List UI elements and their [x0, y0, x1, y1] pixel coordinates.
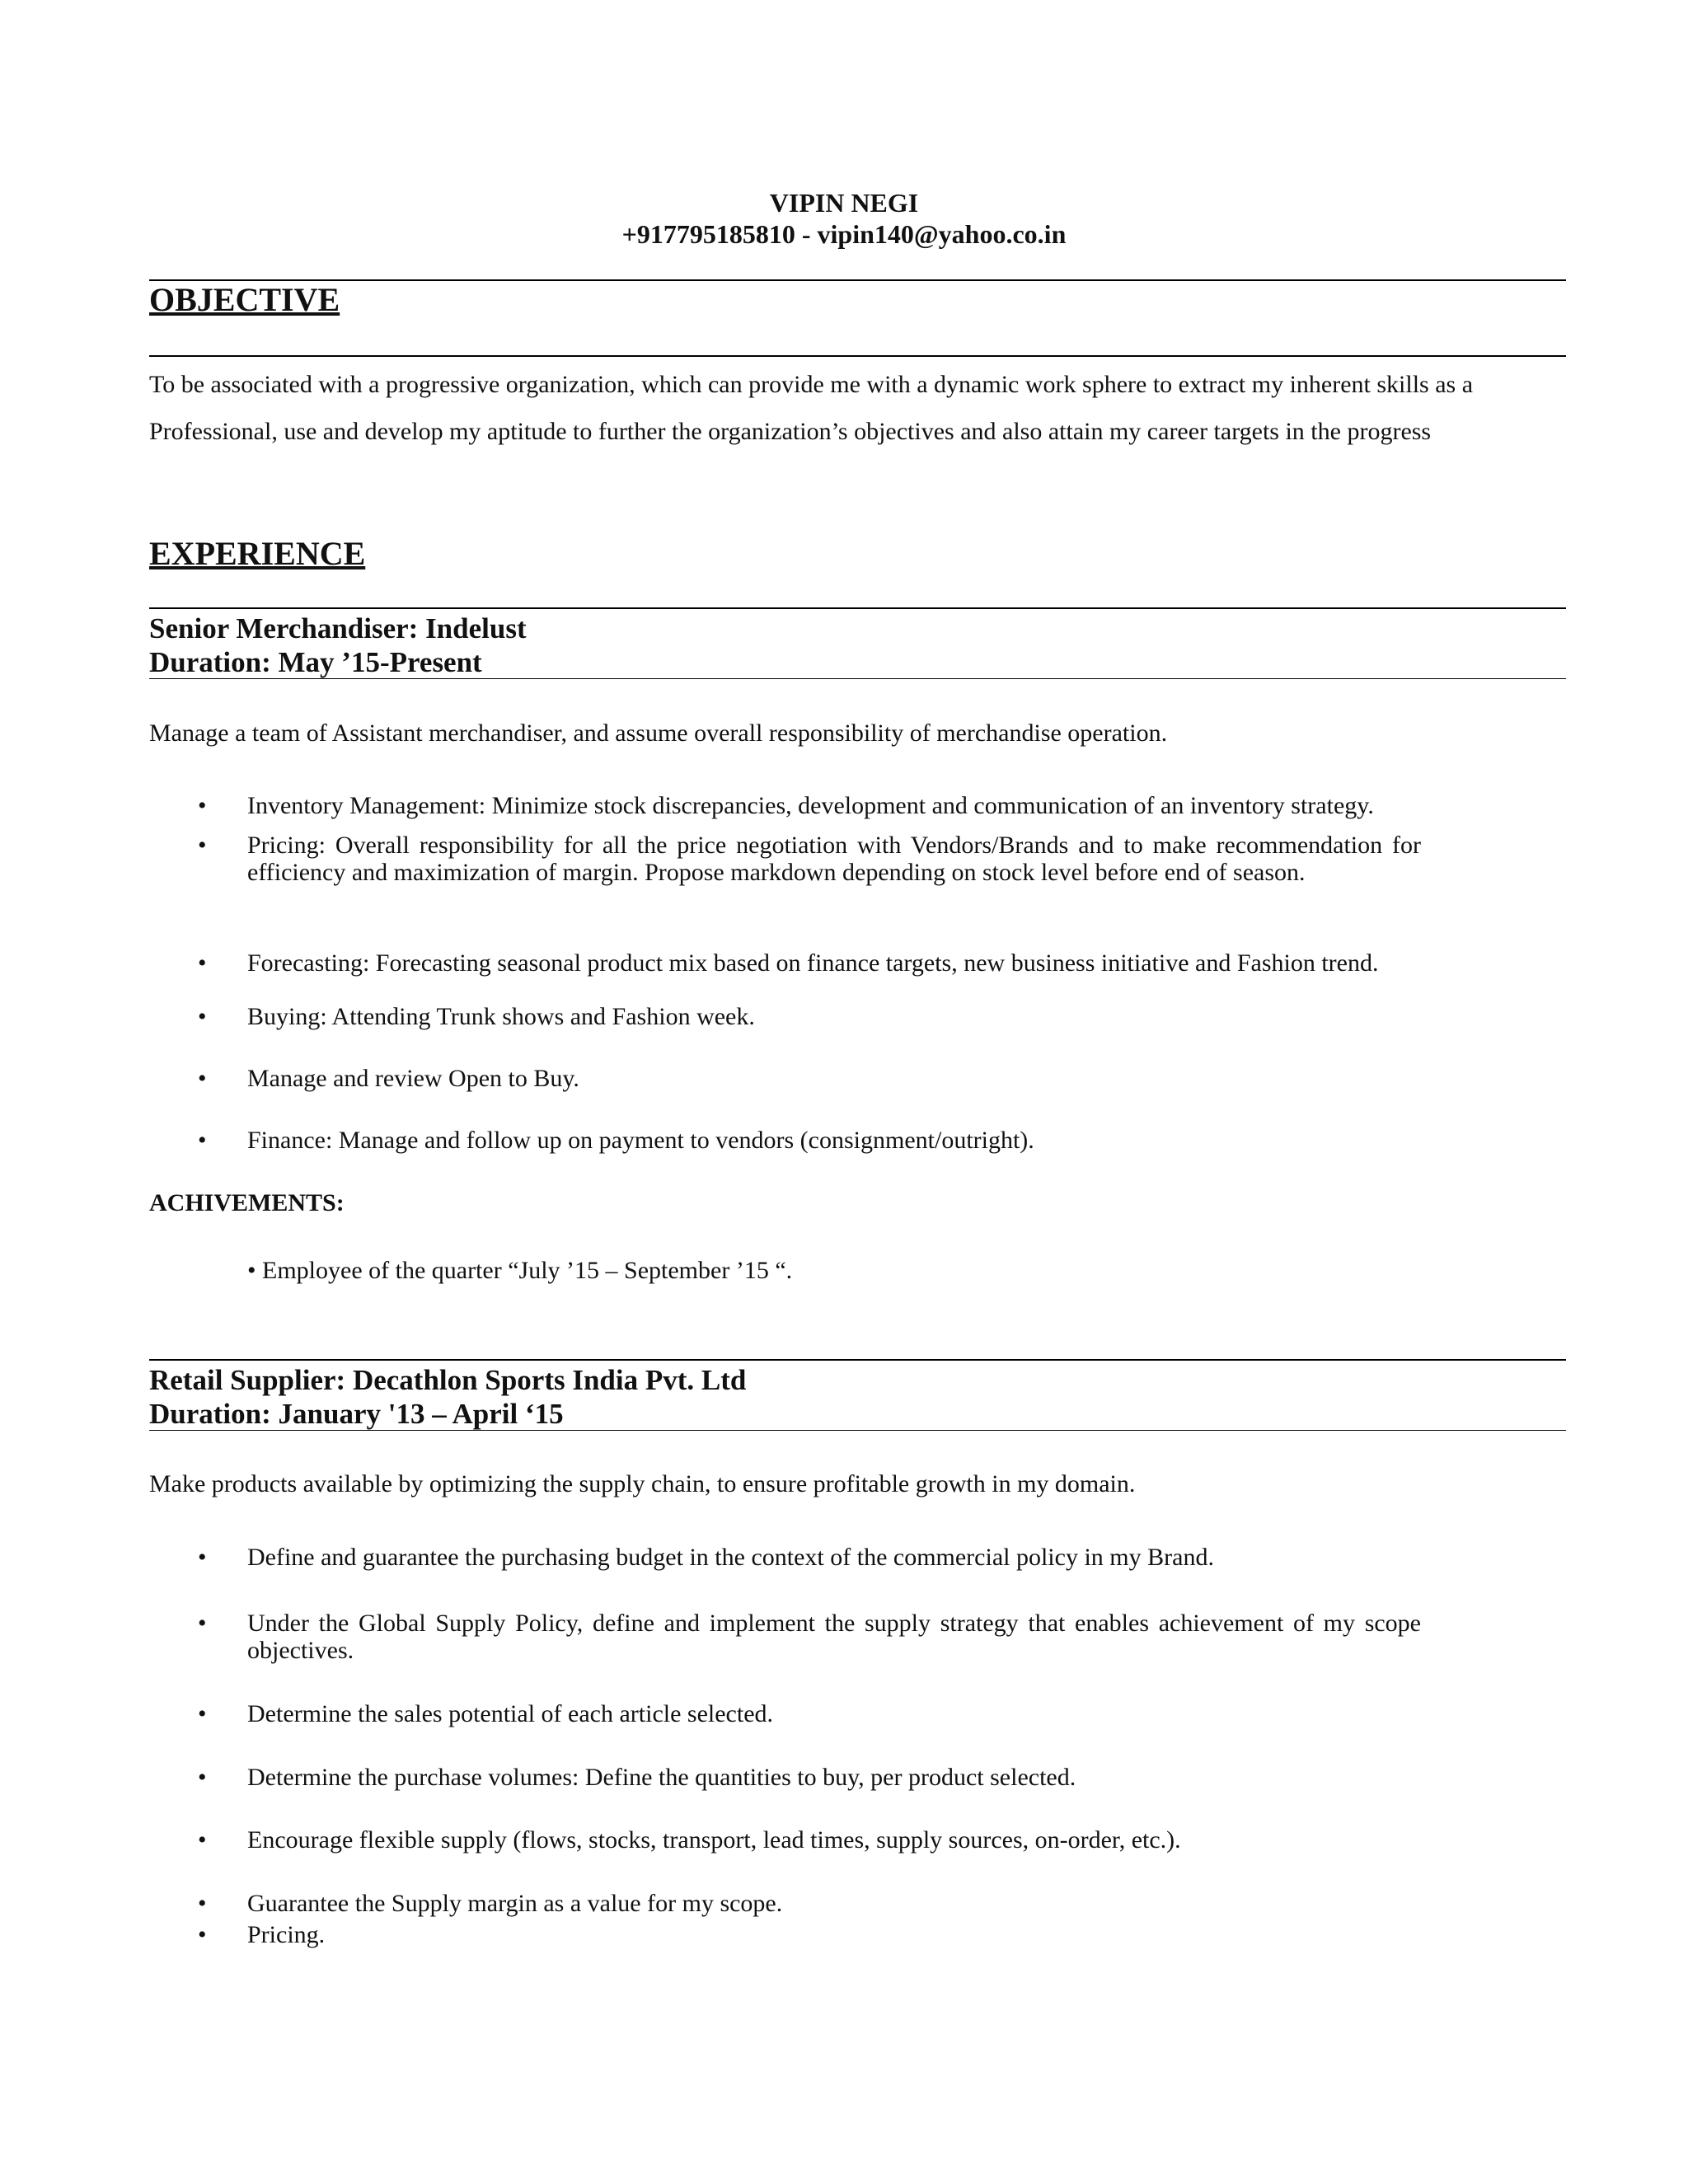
job-summary: Manage a team of Assistant merchandiser, and assume overall responsibility of merchandise operation. — [149, 719, 1168, 747]
list-item: Inventory Management: Minimize stock discrepancies, development and communication of an inventory strategy. — [247, 792, 1374, 819]
objective-text: To be associated with a progressive organization, which can provide me with a dynamic work sphere to extract my inherent skills as a Professional, use and develop my aptitude to further the organization’s objectives and also attain my career targets in the progress — [149, 371, 1474, 445]
divider — [149, 607, 1566, 609]
list-item: Under the Global Supply Policy, define and implement the supply strategy that enables achievement of my scope objectives. — [247, 1610, 1421, 1664]
list-item: Determine the purchase volumes: Define the quantities to buy, per product selected. — [247, 1764, 1076, 1791]
bullet-marker: • — [198, 1127, 207, 1154]
experience-heading: EXPERIENCE — [149, 535, 366, 572]
bullet-marker: • — [198, 1544, 207, 1571]
bullet-marker: • — [198, 1700, 207, 1727]
list-item: Encourage flexible supply (flows, stocks, transport, lead times, supply sources, on-order, etc.). — [247, 1826, 1181, 1854]
job-title: Senior Merchandiser: Indelust — [149, 612, 527, 644]
divider — [149, 355, 1566, 357]
bullet-marker: • — [198, 949, 207, 977]
list-item: Pricing. — [247, 1921, 326, 1948]
divider — [149, 678, 1566, 679]
job-title: Retail Supplier: Decathlon Sports India Pvt. Ltd — [149, 1364, 747, 1396]
divider — [149, 1430, 1566, 1431]
bullet-marker: • — [198, 1003, 207, 1030]
list-item: Buying: Attending Trunk shows and Fashion week. — [247, 1003, 755, 1030]
bullet-marker: • — [198, 1065, 207, 1092]
bullet-marker: • — [198, 1921, 207, 1948]
bullet-marker: • — [198, 792, 207, 819]
candidate-name: VIPIN NEGI — [769, 188, 919, 218]
job-duration: Duration: May ’15-Present — [149, 646, 482, 678]
job-duration: Duration: January '13 – April ‘15 — [149, 1398, 564, 1430]
bullet-marker: • — [198, 1826, 207, 1854]
achievement-item: • Employee of the quarter “July ’15 – September ’15 “. — [247, 1257, 793, 1284]
list-item: Determine the sales potential of each article selected. — [247, 1700, 774, 1727]
bullet-marker: • — [198, 1610, 207, 1637]
list-item: Define and guarantee the purchasing budget in the context of the commercial policy in my Brand. — [247, 1544, 1214, 1571]
contact-line: +917795185810 - vipin140@yahoo.co.in — [621, 219, 1067, 249]
achievements-heading: ACHIVEMENTS: — [149, 1189, 345, 1216]
bullet-marker: • — [198, 832, 207, 859]
list-item: Forecasting: Forecasting seasonal product mix based on finance targets, new business initiative and Fashion trend. — [247, 949, 1379, 977]
divider — [149, 279, 1566, 281]
job-summary: Make products available by optimizing the supply chain, to ensure profitable growth in my domain. — [149, 1470, 1136, 1497]
list-item: Pricing: Overall responsibility for all the price negotiation with Vendors/Brands and to make recommendation for efficiency and maximization of margin. Propose markdown depending on stock level before end of season. — [247, 832, 1421, 886]
list-item: Guarantee the Supply margin as a value for my scope. — [247, 1890, 783, 1917]
bullet-marker: • — [198, 1764, 207, 1791]
list-item: Finance: Manage and follow up on payment to vendors (consignment/outright). — [247, 1127, 1034, 1154]
objective-heading: OBJECTIVE — [149, 281, 340, 318]
divider — [149, 1359, 1566, 1361]
list-item: Manage and review Open to Buy. — [247, 1065, 579, 1092]
bullet-marker: • — [198, 1890, 207, 1917]
